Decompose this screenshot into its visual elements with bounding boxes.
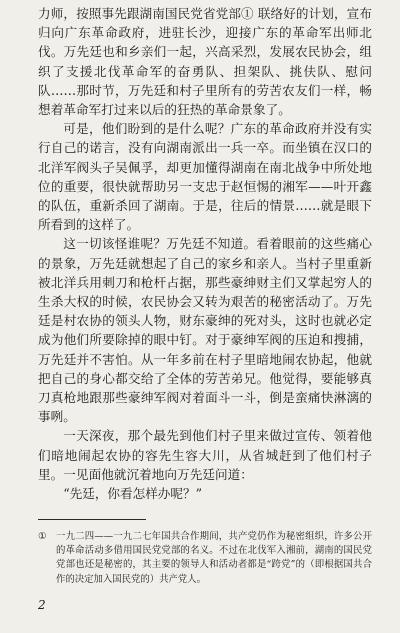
footnote-divider (38, 519, 146, 520)
page-number: 2 (38, 598, 46, 612)
body-text (38, 4, 372, 503)
footnote-marker: ① (38, 531, 47, 542)
paragraph-3: 这一切该怪谁呢？万先廷不知道。看着眼前的这些痛心的景象，万先廷就想起了自己的家乡和亲人。当村子里重新被北洋兵用刺刀和枪杆占据，那些豪绅财主们又掌起穷人的生杀大权的时候，农民协会又转为艰苦的秘密活动了。万先廷是村农协的领头人物，财东豪绅的死对头，这时也就必定成为他们所要除掉的眼中钉。对于豪绅军阀的压迫和搜捕，万先廷并不害怕。从一年多前在村子里暗地闹农协起，他就把自己的身心都交给了全体的劳苦弟兄。他觉得，要能够真刀真枪地跟那些豪绅军阀对着面斗一斗，倒是蛮痛快淋漓的事咧。 (38, 236, 372, 425)
paragraph-1: 力师，按照事先跟湖南国民党省党部① 联络好的计划，宣布归向广东革命政府，进驻长沙，迎接广东的革命军出师北伐。万先廷也和乡亲们一起，兴高采烈，发展农民协会，组织了支援北伐革命军的奋勇队、担架队、挑伕队、慰问队……那时节，万先廷和村子里所有的劳苦农友们一样，畅想着革命军打过来以后的狂热的革命景象了。 (38, 6, 372, 118)
paragraph-4: 一天深夜，那个最先到他们村子里来做过宣传、领着他们暗地闹起农协的容先生容大川，从省城赶到了他们村子里。一见面他就沉着地向万先廷问道： (38, 428, 372, 482)
footnote (38, 530, 372, 587)
dialogue-quote: “先廷，你看怎样办呢？” (63, 486, 203, 502)
footnote-text: 一九二四——一九二七年国共合作期间，共产党仍作为秘密组织，许多公开的革命活动多借用国民党党部的名义。不过在北伐军入湘前，湖南的国民党党部也还是秘密的，其主要的领导人和活动者都是“跨党”的（即根据国共合作的决定加入国民党的）共产党人。 (56, 531, 372, 585)
paragraph-2: 可是，他们盼到的是什么呢？广东的革命政府并没有实行自己的诺言，没有向湖南派出一兵一卒。而坐镇在汉口的北洋军阀头子吴佩孚，却更加懂得湖南在南北战争中所处地位的重要，很快就帮助另一支忠于赵恒惕的湘军——叶开鑫的队伍，重新杀回了湖南。于是，往后的情景……就是眼下所看到的这样了。 (38, 121, 372, 233)
